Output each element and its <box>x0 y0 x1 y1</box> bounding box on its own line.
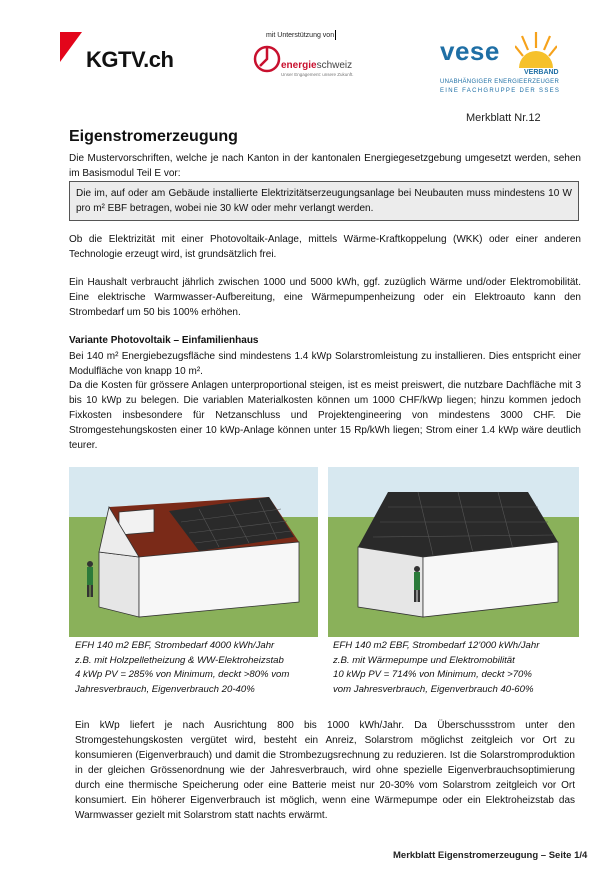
merkblatt-number: Merkblatt Nr.12 <box>466 112 541 124</box>
support-label: mit Unterstützung von <box>266 31 335 39</box>
energieschweiz-logo-icon <box>252 44 282 74</box>
page-footer: Merkblatt Eigenstromerzeugung – Seite 1/4 <box>393 850 588 861</box>
vese-subtitle-2: EINE FACHGRUPPE DER SSES <box>440 88 561 94</box>
intro-paragraph: Die Mustervorschriften, welche je nach Kanton in der kantonalen Energiegesetzgebung umgesetzt werden, sehen im Basismodul Teil E vor: <box>69 153 581 179</box>
vese-sun-icon <box>515 30 557 70</box>
paragraph-self-consumption: Ein kWp liefert je nach Ausrichtung 800 bis 1000 kWh/Jahr. Da Überschussstrom unter den Stromgestehungskosten vergütet wird, besteht ein Anreiz, Solarstrom möglichst zeitgleich vor Ort zu konsumieren (Eigenverbrauch) und damit die Strombezugsrechnung zu reduzieren. Ist die Solarstromproduktion in der gleichen Grössenordnung wie der Jahresverbrauch, wird ohne spezielle Eigenverbrauchsoptimierung durch eine thermische Speicherung oder eine Batterie meist nur 20-30% vom Solarstrom zeitgleich vor Ort konsumiert. Ein höherer Eigenverbrauch ist möglich, wenn eine Wärmepumpe oder ein Elektroheizstab das Warmwasser gezielt mit Solarstrom statt nachts erwärmt. <box>75 720 575 821</box>
page-title: Eigenstromerzeugung <box>69 128 238 145</box>
paragraph-technology: Ob die Elektrizität mit einer Photovoltaik-Anlage, mittels Wärme-Kraftkoppelung (WKK) oder einer anderen Technologie erzeugt wird, ist grundsätzlich frei. <box>69 234 581 260</box>
paragraph-minimum: Bei 140 m² Energiebezugsfläche sind mindestens 1.4 kWp Solarstromleistung zu installieren. Dies entspricht einer Modulfläche von knapp 10 m². <box>69 351 581 377</box>
kgtv-logo: KGTV.ch <box>86 47 174 72</box>
vese-subtitle-1: UNABHÄNGIGER ENERGIEERZEUGER <box>440 79 560 85</box>
energieschweiz-name: energieschweiz <box>281 60 353 71</box>
caption-right: EFH 140 m2 EBF, Strombedarf 12'000 kWh/Jahr z.B. mit Wärmepumpe und Elektromobilität 10 kWp PV = 714% von Minimum, deckt >70% vom Jahresverbrauch, Eigenverbrauch 40-60% <box>333 640 540 695</box>
caption-left: EFH 140 m2 EBF, Strombedarf 4000 kWh/Jahr z.B. mit Holzpelletheizung & WW-Elektroheizstab 4 kWp PV = 285% von Minimum, deckt >80% vom Jahresverbrauch, Eigenverbrauch 20-40% <box>75 640 290 695</box>
paragraph-costs: Da die Kosten für grössere Anlagen unterproportional steigen, ist es meist preiswert, die nutzbare Dachfläche mit 3 bis 10 kWp zu belegen. Die variablen Materialkosten können um 1000 CHF/kWp liegen; hinzu kommen jedoch Fixkosten insbesondere für Netzanschluss und Projektengineering von mindestens 3000 CHF. Die Stromgestehungskosten einer 10 kWp-Anlage können unter 15 Rp/kWh liegen; Strom einer 1.4 kWp wäre deutlich teurer. <box>69 380 581 451</box>
paragraph-consumption: Ein Haushalt verbraucht jährlich zwischen 1000 und 5000 kWh, ggf. zuzüglich Wärme und/oder Elektromobilität. Eine elektrische Warmwasser-Aufbereitung, eine Wärmepumpenheizung oder ein Elektroauto kann den Strombedarf um 50 bis 100% erhöhen. <box>69 277 581 318</box>
house-illustration-large-pv <box>328 467 579 637</box>
requirement-box: Die im, auf oder am Gebäude installierte Elektrizitätserzeugungsanlage bei Neubauten muss mindestens 10 W pro m² EBF betragen, wobei nie 30 kW oder mehr verlangt werden. <box>69 181 579 221</box>
section-heading: Variante Photovoltaik – Einfamilienhaus <box>69 335 259 346</box>
vese-logo: vese <box>440 36 500 66</box>
kgtv-logo-mark <box>60 32 82 62</box>
vese-verband: VERBAND <box>524 69 559 76</box>
energieschweiz-tagline: Unser Engagement: unsere Zukunft. <box>281 72 354 77</box>
house-illustration-small-pv <box>69 467 318 637</box>
